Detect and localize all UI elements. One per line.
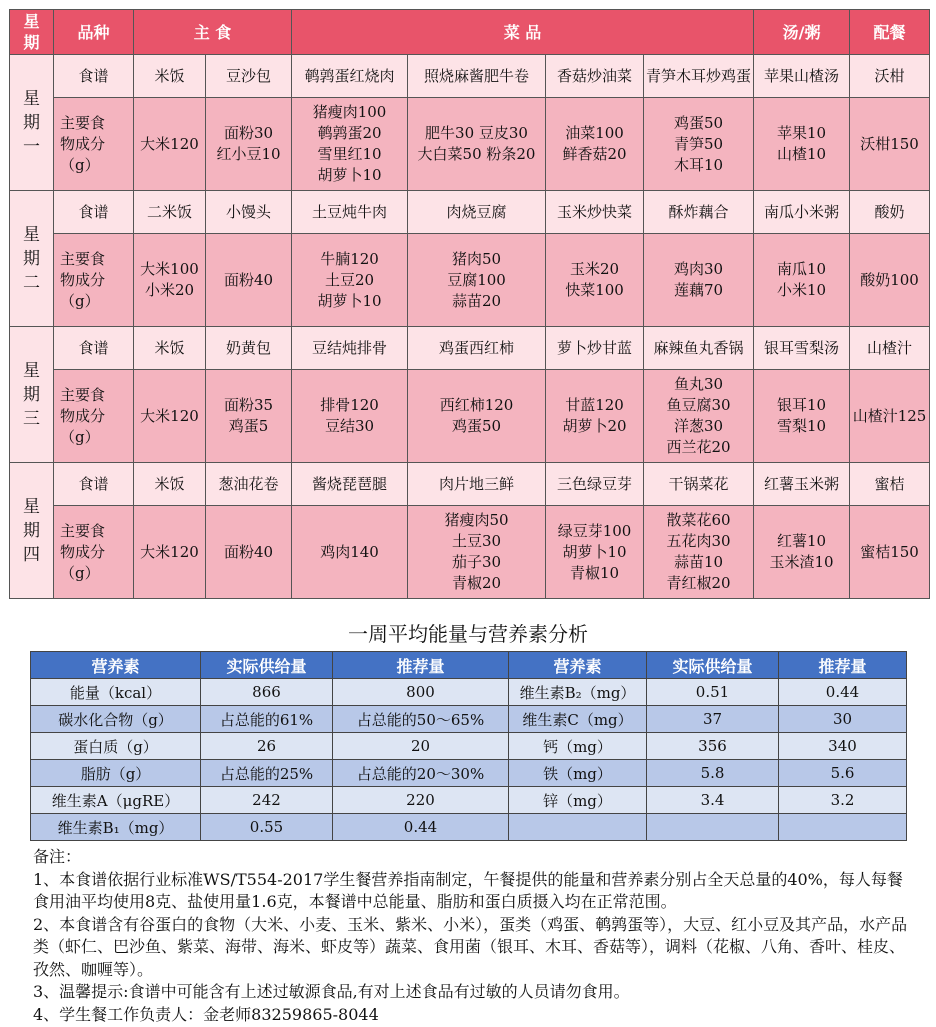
nutrition-header-cell: 推荐量: [779, 652, 907, 679]
nutrition-header-row: [31, 652, 907, 679]
nutrition-title: 一周平均能量与营养素分析: [348, 622, 588, 646]
cell-line: 蒜苗10: [673, 553, 724, 571]
cell-line: 猪瘦肉100: [312, 103, 387, 121]
component-cell: [546, 370, 644, 463]
cell-line: 银耳10: [776, 396, 827, 414]
component-cell: [408, 234, 546, 327]
cell-line: 南瓜10: [776, 260, 827, 278]
component-cell: [408, 98, 546, 191]
component-cell: [754, 506, 850, 599]
cell-line: 青椒20: [451, 574, 502, 592]
cell-line: 茄子30: [451, 553, 502, 571]
header-soup: 汤/粥: [754, 10, 850, 55]
cell-line: 肥牛30 豆皮30: [425, 124, 528, 142]
cell-line: 二: [23, 272, 40, 293]
nutrition-cell: 5.6: [779, 760, 907, 787]
recipe-cell: 土豆炖牛肉: [292, 191, 408, 234]
recipe-cell: 干锅菜花: [644, 463, 754, 506]
cell-line: 土豆20: [324, 270, 375, 289]
cell-line: 鸡蛋5: [228, 417, 269, 435]
component-cell: [292, 506, 408, 599]
recipe-cell: 米饭: [134, 55, 206, 98]
cell-line: 鹌鹑蛋20: [317, 124, 382, 142]
note-line-1: 1、本食谱依据行业标准WS/T554-2017学生餐营养指南制定，午餐提供的能量和营养素分别占全天总量的40%，每人每餐食用油平均使用8克、盐使用量1.6克，本餐谱中总能量、脂肪和蛋白质摄入均在正常范围。: [33, 869, 903, 911]
cell-line: 猪肉50: [451, 249, 502, 268]
cell-line: 青笋50: [673, 134, 724, 153]
nutrition-row: [31, 679, 907, 706]
nutrition-cell: 866: [201, 679, 333, 706]
row-label-component: [54, 370, 134, 463]
cell-line: 胡萝卜10: [317, 291, 382, 310]
nutrition-header-cell: 实际供给量: [647, 652, 779, 679]
recipe-cell: 奶黄包: [206, 327, 292, 370]
cell-line: 苹果10: [776, 124, 827, 142]
recipe-cell: 沃柑: [850, 55, 930, 98]
component-cell: [206, 506, 292, 599]
cell-line: 雪梨10: [776, 417, 827, 435]
component-cell: [134, 98, 206, 191]
component-cell: [292, 370, 408, 463]
cell-line: （g）: [60, 155, 100, 174]
day-label: [10, 327, 54, 463]
cell-line: 大米100: [140, 260, 199, 278]
recipe-cell: 麻辣鱼丸香锅: [644, 327, 754, 370]
cell-line: 青椒10: [569, 563, 620, 582]
component-cell: [644, 98, 754, 191]
component-cell: [546, 98, 644, 191]
cell-line: 期: [23, 248, 40, 269]
nutrition-cell: 占总能的25%: [201, 760, 333, 787]
cell-line: 物成分: [60, 542, 106, 561]
nutrition-cell: [647, 814, 779, 841]
component-cell: [754, 98, 850, 191]
recipe-cell: 酱烧琵琶腿: [292, 463, 408, 506]
cell-line: 牛腩120: [320, 249, 379, 268]
nutrition-row: [31, 706, 907, 733]
cell-line: 主要食: [60, 113, 106, 132]
recipe-row: [10, 191, 930, 234]
cell-line: 快菜100: [565, 281, 624, 299]
component-cell: [644, 370, 754, 463]
nutrition-cell: 占总能的61%: [201, 706, 333, 733]
nutrition-cell: 维生素B₂（mg）: [509, 679, 647, 706]
header-category: 品种: [54, 10, 134, 55]
cell-line: 胡萝卜10: [562, 542, 627, 561]
component-row: [10, 234, 930, 327]
component-cell: [292, 98, 408, 191]
nutrition-cell: 铁（mg）: [509, 760, 647, 787]
component-cell: [850, 370, 930, 463]
component-cell: [546, 234, 644, 327]
cell-line: （g）: [60, 563, 100, 582]
cell-line: 红薯10: [776, 532, 827, 550]
cell-line: 油菜100: [565, 124, 624, 142]
cell-line: 大米120: [140, 134, 199, 153]
cell-line: 物成分: [60, 406, 106, 425]
nutrition-cell: 能量（kcal）: [31, 679, 201, 706]
cell-line: 期: [23, 384, 40, 405]
cell-line: 物成分: [60, 270, 106, 289]
nutrition-row: [31, 733, 907, 760]
nutrition-cell: 20: [333, 733, 509, 760]
nutrition-cell: 340: [779, 733, 907, 760]
day-label: [10, 463, 54, 599]
cell-line: 莲藕70: [673, 281, 724, 299]
cell-line: 面粉40: [223, 542, 274, 561]
cell-line: 胡萝卜20: [562, 417, 627, 435]
recipe-cell: 肉片地三鲜: [408, 463, 546, 506]
nutrition-cell: 800: [333, 679, 509, 706]
nutrition-table: [30, 651, 907, 841]
cell-line: 土豆30: [451, 532, 502, 550]
nutrition-cell: 维生素C（mg）: [509, 706, 647, 733]
row-label-recipe: 食谱: [54, 55, 134, 98]
cell-line: 四: [23, 544, 40, 565]
day-label: [10, 191, 54, 327]
cell-line: 豆结30: [324, 417, 375, 435]
component-cell: [754, 370, 850, 463]
cell-line: 红小豆10: [216, 145, 281, 163]
nutrition-cell: 37: [647, 706, 779, 733]
nutrition-cell: 碳水化合物（g）: [31, 706, 201, 733]
cell-line: 西兰花20: [666, 438, 731, 456]
cell-line: 期: [23, 112, 40, 133]
recipe-cell: 二米饭: [134, 191, 206, 234]
day-label: [10, 55, 54, 191]
component-row: [10, 98, 930, 191]
component-cell: [850, 506, 930, 599]
nutrition-cell: 0.51: [647, 679, 779, 706]
recipe-cell: 葱油花卷: [206, 463, 292, 506]
component-cell: [206, 234, 292, 327]
cell-line: 绿豆芽100: [557, 521, 632, 540]
row-label-recipe: 食谱: [54, 463, 134, 506]
component-cell: [292, 234, 408, 327]
header-side: 配餐: [850, 10, 930, 55]
cell-line: 星: [23, 88, 40, 109]
recipe-cell: 鸡蛋西红柿: [408, 327, 546, 370]
cell-line: （g）: [60, 427, 100, 446]
nutrition-cell: 0.44: [779, 679, 907, 706]
notes-section: [33, 846, 913, 1026]
cell-line: 小米10: [776, 281, 827, 299]
note-line-3: 3、温馨提示:食谱中可能含有上述过敏源食品,有对上述食品有过敏的人员请勿食用。: [33, 982, 630, 1001]
cell-line: 五花肉30: [666, 532, 731, 550]
cell-line: 期: [23, 520, 40, 541]
component-cell: [546, 506, 644, 599]
recipe-cell: 米饭: [134, 327, 206, 370]
cell-line: 豆腐100: [447, 270, 506, 289]
cell-line: 面粉40: [223, 270, 274, 289]
nutrition-row: [31, 814, 907, 841]
note-line-2: 2、本食谱含有谷蛋白的食物（大米、小麦、玉米、紫米、小米），蛋类（鸡蛋、鹌鹑蛋等），大豆、红小豆及其产品，水产品类（虾仁、巴沙鱼、紫菜、海带、海米、虾皮等）蔬菜、食用菌（银耳、木耳、香菇等），调料（花椒、八角、香叶、桂皮、孜然、咖喱等）。: [33, 914, 908, 979]
component-cell: [408, 370, 546, 463]
recipe-cell: 南瓜小米粥: [754, 191, 850, 234]
nutrition-cell: 维生素B₁（mg）: [31, 814, 201, 841]
cell-line: 星: [23, 224, 40, 245]
recipe-cell: 照烧麻酱肥牛卷: [408, 55, 546, 98]
cell-line: 三: [23, 408, 40, 429]
nutrition-cell: [509, 814, 647, 841]
nutrition-cell: 26: [201, 733, 333, 760]
nutrition-cell: 脂肪（g）: [31, 760, 201, 787]
cell-line: 面粉35: [223, 396, 274, 414]
component-cell: [644, 506, 754, 599]
menu-header-row: [10, 10, 930, 55]
cell-line: 山楂汁125: [852, 406, 927, 425]
cell-line: 排骨120: [320, 396, 379, 414]
cell-line: 胡萝卜10: [317, 166, 382, 184]
component-cell: [206, 98, 292, 191]
cell-line: 鸡蛋50: [451, 417, 502, 435]
nutrition-cell: 242: [201, 787, 333, 814]
cell-line: 星: [23, 496, 40, 517]
recipe-cell: 鹌鹑蛋红烧肉: [292, 55, 408, 98]
recipe-cell: 豆结炖排骨: [292, 327, 408, 370]
component-row: [10, 370, 930, 463]
nutrition-header-cell: 推荐量: [333, 652, 509, 679]
notes-heading: 备注：: [33, 847, 82, 866]
cell-line: 主要食: [60, 385, 106, 404]
recipe-cell: 酸奶: [850, 191, 930, 234]
cell-line: 主要食: [60, 249, 106, 268]
nutrition-cell: 占总能的50～65%: [333, 706, 509, 733]
weekly-menu-table: [9, 9, 930, 599]
nutrition-cell: 蛋白质（g）: [31, 733, 201, 760]
nutrition-cell: 5.8: [647, 760, 779, 787]
recipe-row: [10, 463, 930, 506]
component-cell: [408, 506, 546, 599]
cell-line: 鸡肉30: [673, 260, 724, 278]
nutrition-row: [31, 760, 907, 787]
nutrition-header-cell: 营养素: [31, 652, 201, 679]
recipe-cell: 豆沙包: [206, 55, 292, 98]
component-cell: [754, 234, 850, 327]
recipe-cell: 红薯玉米粥: [754, 463, 850, 506]
cell-line: 大米120: [140, 406, 199, 425]
row-label-component: [54, 98, 134, 191]
recipe-cell: 青笋木耳炒鸡蛋: [644, 55, 754, 98]
nutrition-cell: [779, 814, 907, 841]
cell-line: 鸡蛋50: [673, 113, 724, 132]
nutrition-cell: 0.44: [333, 814, 509, 841]
recipe-cell: 三色绿豆芽: [546, 463, 644, 506]
nutrition-cell: 3.2: [779, 787, 907, 814]
nutrition-cell: 356: [647, 733, 779, 760]
cell-line: 雪里红10: [317, 145, 382, 163]
cell-line: （g）: [60, 291, 100, 310]
recipe-cell: 蜜桔: [850, 463, 930, 506]
cell-line: 主要食: [60, 521, 106, 540]
header-dishes: 菜 品: [292, 10, 754, 55]
nutrition-header-cell: 营养素: [509, 652, 647, 679]
recipe-cell: 玉米炒快菜: [546, 191, 644, 234]
cell-line: 木耳10: [673, 155, 724, 174]
recipe-cell: 米饭: [134, 463, 206, 506]
cell-line: 鸡肉140: [320, 542, 379, 561]
cell-line: 蜜桔150: [860, 542, 919, 561]
nutrition-cell: 锌（mg）: [509, 787, 647, 814]
component-cell: [134, 234, 206, 327]
cell-line: 一: [23, 136, 40, 157]
component-cell: [134, 370, 206, 463]
row-label-recipe: 食谱: [54, 191, 134, 234]
cell-line: 蒜苗20: [451, 291, 502, 310]
nutrition-cell: 220: [333, 787, 509, 814]
note-line-4: 4、学生餐工作负责人：金老师83259865-8044: [33, 1004, 379, 1024]
cell-line: 玉米20: [569, 260, 620, 278]
recipe-cell: 香菇炒油菜: [546, 55, 644, 98]
nutrition-header-cell: 实际供给量: [201, 652, 333, 679]
cell-line: 星: [23, 360, 40, 381]
cell-line: 西红柿120: [439, 396, 514, 414]
cell-line: 山楂10: [776, 145, 827, 163]
recipe-cell: 萝卜炒甘蓝: [546, 327, 644, 370]
header-staple: 主 食: [134, 10, 292, 55]
row-label-component: [54, 234, 134, 327]
header-day: 星 期: [10, 10, 54, 55]
cell-line: 大米120: [140, 542, 199, 561]
cell-line: 鱼豆腐30: [666, 396, 731, 414]
nutrition-cell: 占总能的20～30%: [333, 760, 509, 787]
cell-line: 青红椒20: [666, 574, 731, 592]
cell-line: 沃柑150: [860, 134, 919, 153]
cell-line: 猪瘦肉50: [444, 511, 509, 529]
nutrition-cell: 钙（mg）: [509, 733, 647, 760]
cell-line: 洋葱30: [673, 417, 724, 435]
cell-line: 鱼丸30: [673, 375, 724, 393]
cell-line: 甘蓝120: [565, 396, 624, 414]
nutrition-cell: 维生素A（μgRE）: [31, 787, 201, 814]
cell-line: 酸奶100: [860, 270, 919, 289]
cell-line: 大白菜50 粉条20: [417, 145, 536, 163]
recipe-row: [10, 327, 930, 370]
component-cell: [850, 98, 930, 191]
recipe-cell: 苹果山楂汤: [754, 55, 850, 98]
cell-line: 面粉30: [223, 124, 274, 142]
recipe-cell: 肉烧豆腐: [408, 191, 546, 234]
recipe-cell: 山楂汁: [850, 327, 930, 370]
cell-line: 小米20: [144, 281, 195, 299]
row-label-component: [54, 506, 134, 599]
cell-line: 玉米渣10: [769, 553, 834, 571]
component-cell: [850, 234, 930, 327]
component-cell: [206, 370, 292, 463]
nutrition-row: [31, 787, 907, 814]
cell-line: 散菜花60: [666, 511, 731, 529]
nutrition-cell: 30: [779, 706, 907, 733]
recipe-cell: 酥炸藕合: [644, 191, 754, 234]
recipe-cell: 小馒头: [206, 191, 292, 234]
recipe-row: [10, 55, 930, 98]
component-row: [10, 506, 930, 599]
cell-line: 物成分: [60, 134, 106, 153]
component-cell: [644, 234, 754, 327]
recipe-cell: 银耳雪梨汤: [754, 327, 850, 370]
cell-line: 鲜香菇20: [562, 145, 627, 163]
nutrition-cell: 3.4: [647, 787, 779, 814]
nutrition-cell: 0.55: [201, 814, 333, 841]
row-label-recipe: 食谱: [54, 327, 134, 370]
component-cell: [134, 506, 206, 599]
